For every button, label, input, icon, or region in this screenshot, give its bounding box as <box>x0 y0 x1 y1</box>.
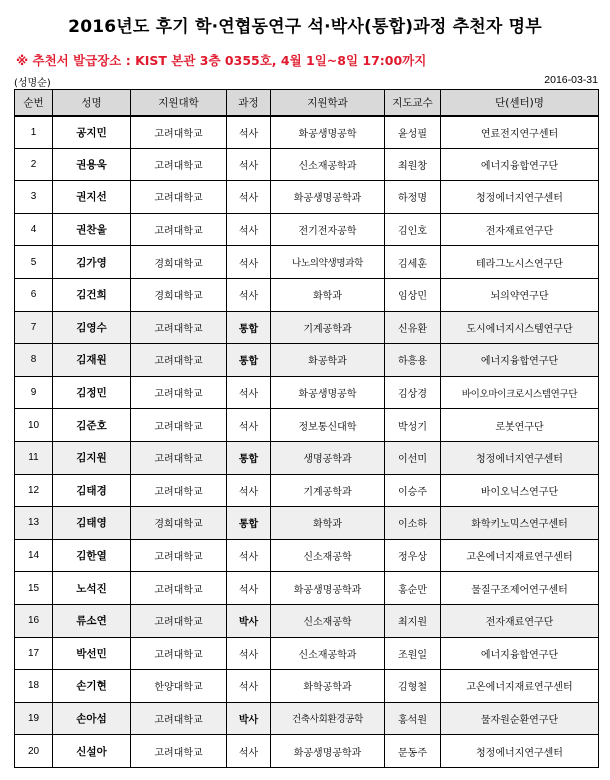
table-row <box>15 702 599 735</box>
cell-university: 고려대학교 <box>131 148 227 181</box>
cell-advisor: 조원일 <box>385 637 441 670</box>
table-row <box>15 278 599 311</box>
cell-university: 고려대학교 <box>131 376 227 409</box>
cell-no: 16 <box>15 604 53 637</box>
cell-university: 고려대학교 <box>131 213 227 246</box>
cell-university: 고려대학교 <box>131 604 227 637</box>
cell-name: 노석진 <box>53 572 131 605</box>
header-advisor: 지도교수 <box>385 90 441 116</box>
table-body <box>15 116 599 768</box>
cell-center: 로봇연구단 <box>441 409 599 442</box>
cell-program: 석사 <box>227 278 271 311</box>
header-department: 지원학과 <box>271 90 385 116</box>
cell-advisor: 김인호 <box>385 213 441 246</box>
cell-center: 에너지융합연구단 <box>441 148 599 181</box>
cell-name: 김가영 <box>53 246 131 279</box>
cell-program: 석사 <box>227 735 271 768</box>
cell-name: 권용욱 <box>53 148 131 181</box>
cell-program: 석사 <box>227 181 271 214</box>
cell-department: 화학공학과 <box>271 670 385 703</box>
recommendee-table <box>14 89 599 768</box>
cell-center: 고온에너지재료연구센터 <box>441 670 599 703</box>
cell-no: 3 <box>15 181 53 214</box>
cell-department: 화공생명공학 <box>271 116 385 149</box>
cell-university: 고려대학교 <box>131 311 227 344</box>
cell-center: 도시에너지시스템연구단 <box>441 311 599 344</box>
cell-program: 석사 <box>227 116 271 149</box>
cell-program: 통합 <box>227 311 271 344</box>
cell-program: 석사 <box>227 148 271 181</box>
cell-department: 신소재공학과 <box>271 637 385 670</box>
header-center: 단(센터)명 <box>441 90 599 116</box>
cell-department: 신소재공학 <box>271 604 385 637</box>
cell-advisor: 김형철 <box>385 670 441 703</box>
cell-program: 석사 <box>227 572 271 605</box>
cell-name: 박선민 <box>53 637 131 670</box>
table-row <box>15 441 599 474</box>
cell-no: 8 <box>15 344 53 377</box>
cell-advisor: 이선미 <box>385 441 441 474</box>
cell-university: 경희대학교 <box>131 507 227 540</box>
cell-program: 석사 <box>227 409 271 442</box>
cell-name: 권찬울 <box>53 213 131 246</box>
cell-center: 물질구조제어연구센터 <box>441 572 599 605</box>
cell-advisor: 신유환 <box>385 311 441 344</box>
table-row <box>15 376 599 409</box>
cell-name: 손기현 <box>53 670 131 703</box>
cell-department: 신소재공학과 <box>271 148 385 181</box>
cell-department: 화공학과 <box>271 344 385 377</box>
table-row <box>15 148 599 181</box>
cell-department: 화학과 <box>271 278 385 311</box>
cell-advisor: 박성기 <box>385 409 441 442</box>
cell-no: 12 <box>15 474 53 507</box>
cell-advisor: 문동주 <box>385 735 441 768</box>
cell-advisor: 최원창 <box>385 148 441 181</box>
cell-advisor: 홍순만 <box>385 572 441 605</box>
cell-name: 김지원 <box>53 441 131 474</box>
cell-no: 18 <box>15 670 53 703</box>
cell-advisor: 하정명 <box>385 181 441 214</box>
cell-program: 석사 <box>227 670 271 703</box>
cell-no: 4 <box>15 213 53 246</box>
cell-advisor: 정우상 <box>385 539 441 572</box>
cell-name: 김준호 <box>53 409 131 442</box>
sub-header-row <box>14 74 598 88</box>
cell-center: 에너지융합연구단 <box>441 344 599 377</box>
table-row <box>15 507 599 540</box>
table-row <box>15 604 599 637</box>
cell-center: 뇌의약연구단 <box>441 278 599 311</box>
cell-university: 고려대학교 <box>131 474 227 507</box>
cell-name: 김건희 <box>53 278 131 311</box>
cell-center: 화학키노믹스연구센터 <box>441 507 599 540</box>
table-row <box>15 181 599 214</box>
header-program: 과정 <box>227 90 271 116</box>
cell-no: 13 <box>15 507 53 540</box>
table-row <box>15 213 599 246</box>
table-row <box>15 572 599 605</box>
table-row <box>15 344 599 377</box>
cell-center: 전자재료연구단 <box>441 604 599 637</box>
table-row <box>15 474 599 507</box>
cell-no: 15 <box>15 572 53 605</box>
cell-no: 2 <box>15 148 53 181</box>
cell-center: 청정에너지연구센터 <box>441 441 599 474</box>
table-header-row <box>15 90 599 116</box>
cell-department: 나노의약생명과학 <box>271 246 385 279</box>
cell-university: 고려대학교 <box>131 735 227 768</box>
cell-department: 전기전자공학 <box>271 213 385 246</box>
cell-program: 석사 <box>227 213 271 246</box>
cell-university: 경희대학교 <box>131 246 227 279</box>
issuance-notice: ※ 추천서 발급장소 : KIST 본관 3층 0355호, 4월 1일~8일 17:00까지 <box>16 53 427 68</box>
header-name: 성명 <box>53 90 131 116</box>
cell-advisor: 김상경 <box>385 376 441 409</box>
cell-program: 석사 <box>227 539 271 572</box>
cell-university: 경희대학교 <box>131 278 227 311</box>
cell-center: 전자재료연구단 <box>441 213 599 246</box>
table-row <box>15 670 599 703</box>
cell-name: 김한열 <box>53 539 131 572</box>
cell-no: 6 <box>15 278 53 311</box>
cell-no: 11 <box>15 441 53 474</box>
table-row <box>15 637 599 670</box>
cell-advisor: 김세훈 <box>385 246 441 279</box>
cell-program: 통합 <box>227 344 271 377</box>
cell-no: 7 <box>15 311 53 344</box>
cell-university: 고려대학교 <box>131 181 227 214</box>
cell-center: 테라그노시스연구단 <box>441 246 599 279</box>
header-no: 순번 <box>15 90 53 116</box>
cell-advisor: 이소하 <box>385 507 441 540</box>
cell-university: 고려대학교 <box>131 409 227 442</box>
cell-no: 10 <box>15 409 53 442</box>
cell-name: 김정민 <box>53 376 131 409</box>
cell-name: 김영수 <box>53 311 131 344</box>
cell-university: 고려대학교 <box>131 344 227 377</box>
cell-university: 고려대학교 <box>131 702 227 735</box>
cell-center: 연료전지연구센터 <box>441 116 599 149</box>
cell-university: 고려대학교 <box>131 116 227 149</box>
table-row <box>15 735 599 768</box>
cell-name: 김태영 <box>53 507 131 540</box>
table-row <box>15 539 599 572</box>
cell-department: 정보통신대학 <box>271 409 385 442</box>
cell-name: 김태경 <box>53 474 131 507</box>
cell-no: 5 <box>15 246 53 279</box>
cell-department: 화공생명공학과 <box>271 735 385 768</box>
cell-program: 박사 <box>227 604 271 637</box>
sort-order-label: (성명순) <box>14 78 51 89</box>
cell-name: 류소연 <box>53 604 131 637</box>
cell-department: 생명공학과 <box>271 441 385 474</box>
cell-no: 19 <box>15 702 53 735</box>
document-date: 2016-03-31 <box>544 74 598 86</box>
table-row <box>15 311 599 344</box>
cell-name: 공지민 <box>53 116 131 149</box>
cell-advisor: 홍석원 <box>385 702 441 735</box>
cell-name: 신설아 <box>53 735 131 768</box>
cell-no: 20 <box>15 735 53 768</box>
cell-department: 화공생명공학 <box>271 376 385 409</box>
cell-department: 화공생명공학과 <box>271 181 385 214</box>
cell-center: 바이오마이크로시스템연구단 <box>441 376 599 409</box>
cell-no: 14 <box>15 539 53 572</box>
cell-department: 화학과 <box>271 507 385 540</box>
cell-center: 고온에너지재료연구센터 <box>441 539 599 572</box>
cell-program: 석사 <box>227 376 271 409</box>
cell-program: 통합 <box>227 507 271 540</box>
cell-department: 신소재공학 <box>271 539 385 572</box>
cell-department: 건축사회환경공학 <box>271 702 385 735</box>
cell-center: 바이오닉스연구단 <box>441 474 599 507</box>
table-row <box>15 409 599 442</box>
cell-department: 기계공학과 <box>271 311 385 344</box>
cell-name: 김재원 <box>53 344 131 377</box>
cell-program: 석사 <box>227 637 271 670</box>
cell-university: 고려대학교 <box>131 572 227 605</box>
cell-no: 9 <box>15 376 53 409</box>
cell-department: 화공생명공학과 <box>271 572 385 605</box>
table-row <box>15 246 599 279</box>
cell-advisor: 윤성필 <box>385 116 441 149</box>
cell-center: 에너지융합연구단 <box>441 637 599 670</box>
cell-department: 기계공학과 <box>271 474 385 507</box>
cell-university: 고려대학교 <box>131 637 227 670</box>
cell-advisor: 이승주 <box>385 474 441 507</box>
cell-advisor: 임상민 <box>385 278 441 311</box>
table-row <box>15 116 599 149</box>
cell-university: 고려대학교 <box>131 539 227 572</box>
cell-program: 석사 <box>227 246 271 279</box>
cell-program: 석사 <box>227 474 271 507</box>
cell-name: 권지선 <box>53 181 131 214</box>
cell-advisor: 최지원 <box>385 604 441 637</box>
cell-program: 박사 <box>227 702 271 735</box>
cell-university: 고려대학교 <box>131 441 227 474</box>
cell-center: 청정에너지연구센터 <box>441 181 599 214</box>
cell-no: 1 <box>15 116 53 149</box>
cell-center: 청정에너지연구센터 <box>441 735 599 768</box>
cell-center: 물자원순환연구단 <box>441 702 599 735</box>
header-university: 지원대학 <box>131 90 227 116</box>
page-title: 2016년도 후기 학·연협동연구 석·박사(통합)과정 추천자 명부 <box>68 17 542 37</box>
cell-name: 손아섬 <box>53 702 131 735</box>
cell-no: 17 <box>15 637 53 670</box>
cell-university: 한양대학교 <box>131 670 227 703</box>
cell-advisor: 하흥용 <box>385 344 441 377</box>
cell-program: 통합 <box>227 441 271 474</box>
